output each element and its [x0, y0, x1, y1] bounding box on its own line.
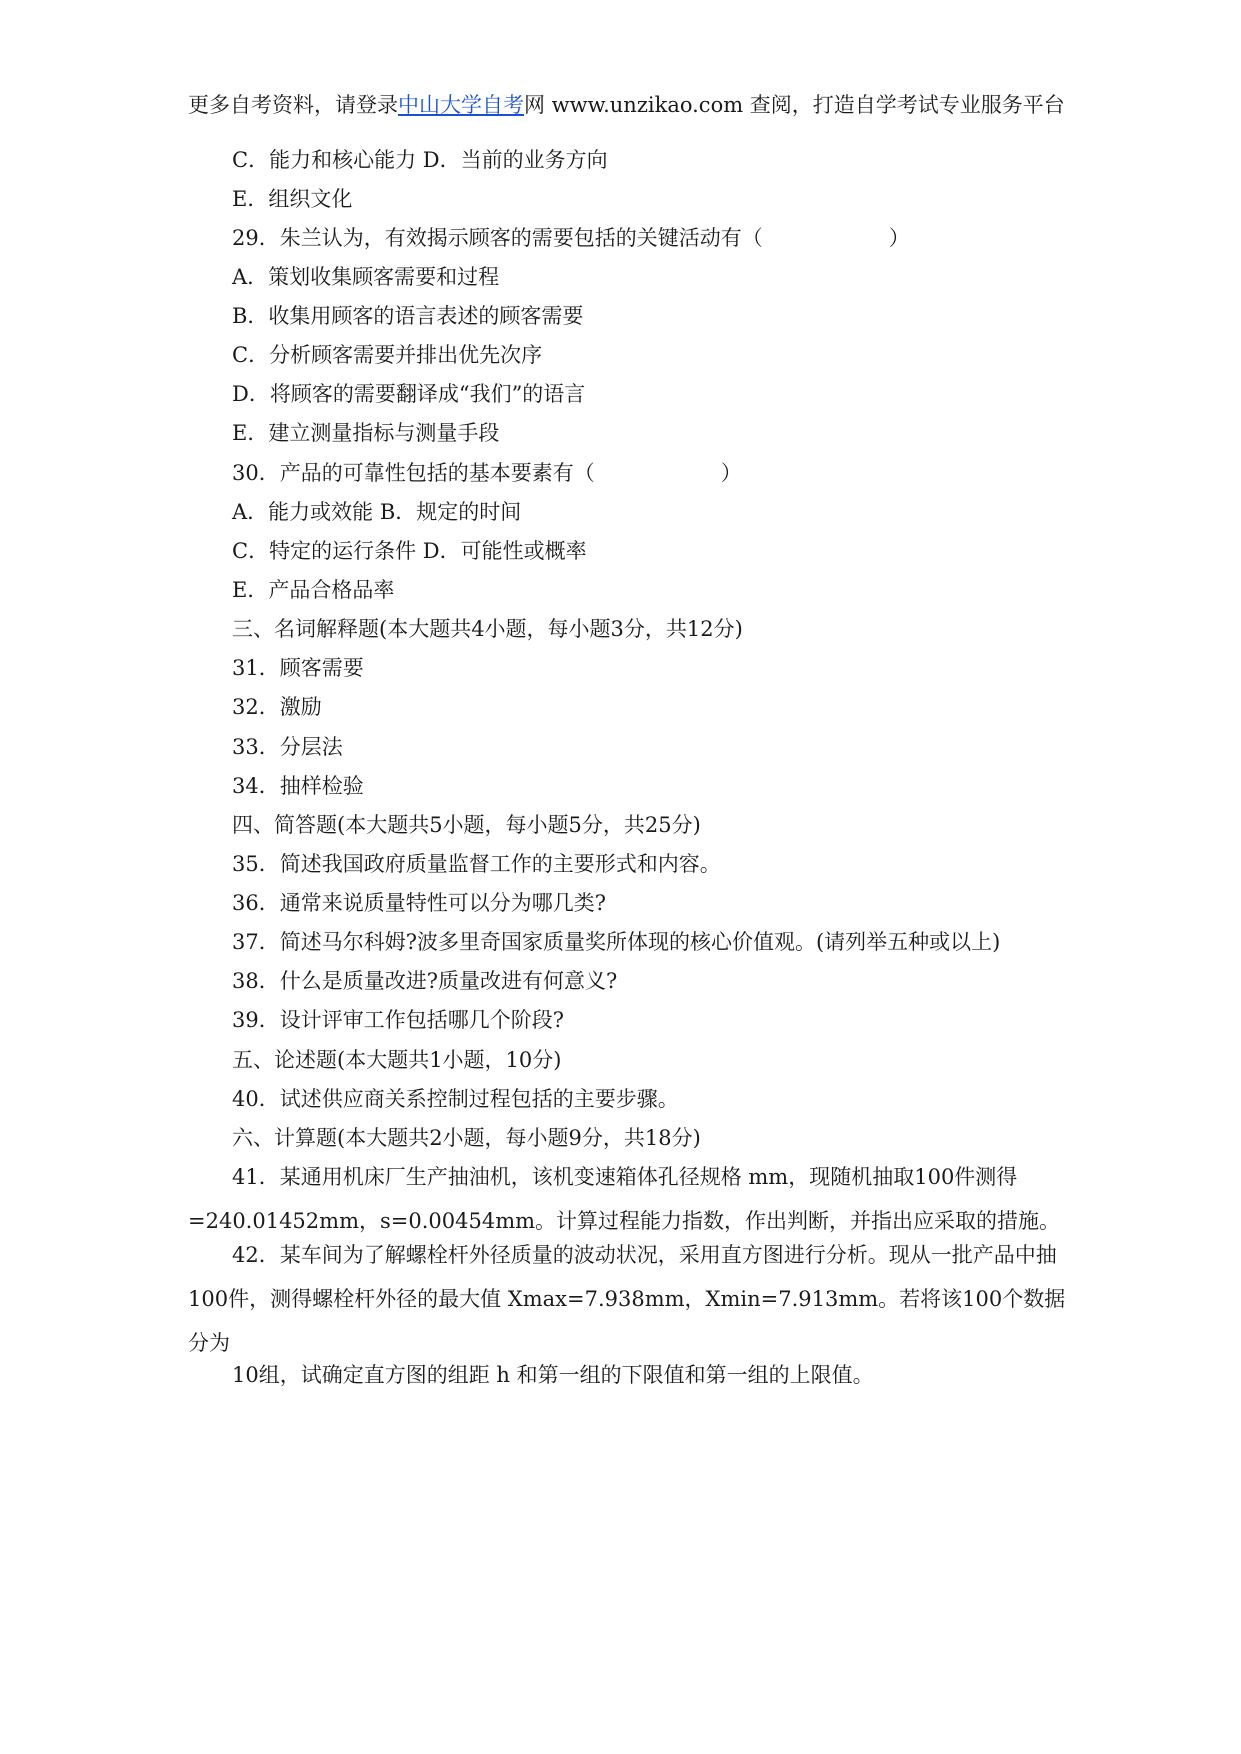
option-line: E．组织文化	[232, 187, 353, 211]
option-line: C．分析顾客需要并排出优先次序	[232, 343, 543, 367]
question-37: 37．简述马尔科姆?波多里奇国家质量奖所体现的核心价值观。(请列举五种或以上)	[232, 930, 1001, 954]
question-39: 39．设计评审工作包括哪几个阶段?	[232, 1008, 564, 1032]
question-42-text: 42．某车间为了解螺栓杆外径质量的波动状况，采用直方图进行分析。现从一批产品中抽100件，测得螺栓杆外径的最大值 Xmax=7.938mm，Xmin=7.913mm。若将该100个数据分为	[188, 1243, 1066, 1355]
question-40: 40．试述供应商关系控制过程包括的主要步骤。	[232, 1087, 679, 1111]
option-line: A．策划收集顾客需要和过程	[232, 265, 500, 289]
section-heading-5: 五、论述题(本大题共1小题，10分)	[232, 1048, 562, 1072]
question-38: 38．什么是质量改进?质量改进有何意义?	[232, 969, 618, 993]
question-32: 32．激励	[232, 695, 322, 719]
section-heading-6: 六、计算题(本大题共2小题，每小题9分，共18分)	[232, 1126, 701, 1150]
header-site-link[interactable]: 中山大学自考	[398, 93, 524, 117]
section-heading-4: 四、简答题(本大题共5小题，每小题5分，共25分)	[232, 813, 701, 837]
option-line: D．将顾客的需要翻译成“我们”的语言	[232, 382, 586, 406]
page-header	[188, 92, 1068, 118]
option-line: E．产品合格品率	[232, 578, 395, 602]
option-line: C．特定的运行条件 D．可能性或概率	[232, 539, 587, 563]
question-41-text: 41．某通用机床厂生产抽油机，该机变速箱体孔径规格 mm，现随机抽取100件测得	[232, 1165, 1018, 1189]
header-prefix: 更多自考资料，请登录	[188, 93, 398, 117]
question-42	[188, 1233, 1068, 1365]
question-41-continuation: =240.01452mm，s=0.00454mm。计算过程能力指数，作出判断，并指出应采取的措施。	[188, 1209, 1061, 1233]
header-suffix: 网 www.unzikao.com 查阅，打造自学考试专业服务平台	[524, 93, 1065, 117]
question-36: 36．通常来说质量特性可以分为哪几类?	[232, 891, 606, 915]
option-line: B．收集用顾客的语言表述的顾客需要	[232, 304, 584, 328]
question-41	[188, 1155, 1068, 1243]
question-42-continuation: 10组，试确定直方图的组距 h 和第一组的下限值和第一组的上限值。	[232, 1363, 874, 1387]
option-line: E．建立测量指标与测量手段	[232, 421, 500, 445]
question-31: 31．顾客需要	[232, 656, 364, 680]
option-line: A．能力或效能 B．规定的时间	[232, 500, 522, 524]
section-heading-3: 三、名词解释题(本大题共4小题，每小题3分，共12分)	[232, 617, 743, 641]
question-34: 34．抽样检验	[232, 774, 364, 798]
option-line: C．能力和核心能力 D．当前的业务方向	[232, 148, 608, 172]
question-29: 29．朱兰认为，有效揭示顾客的需要包括的关键活动有（ ）	[232, 226, 910, 250]
question-33: 33．分层法	[232, 735, 343, 759]
question-30: 30．产品的可靠性包括的基本要素有（ ）	[232, 461, 742, 485]
question-35: 35．简述我国政府质量监督工作的主要形式和内容。	[232, 852, 721, 876]
